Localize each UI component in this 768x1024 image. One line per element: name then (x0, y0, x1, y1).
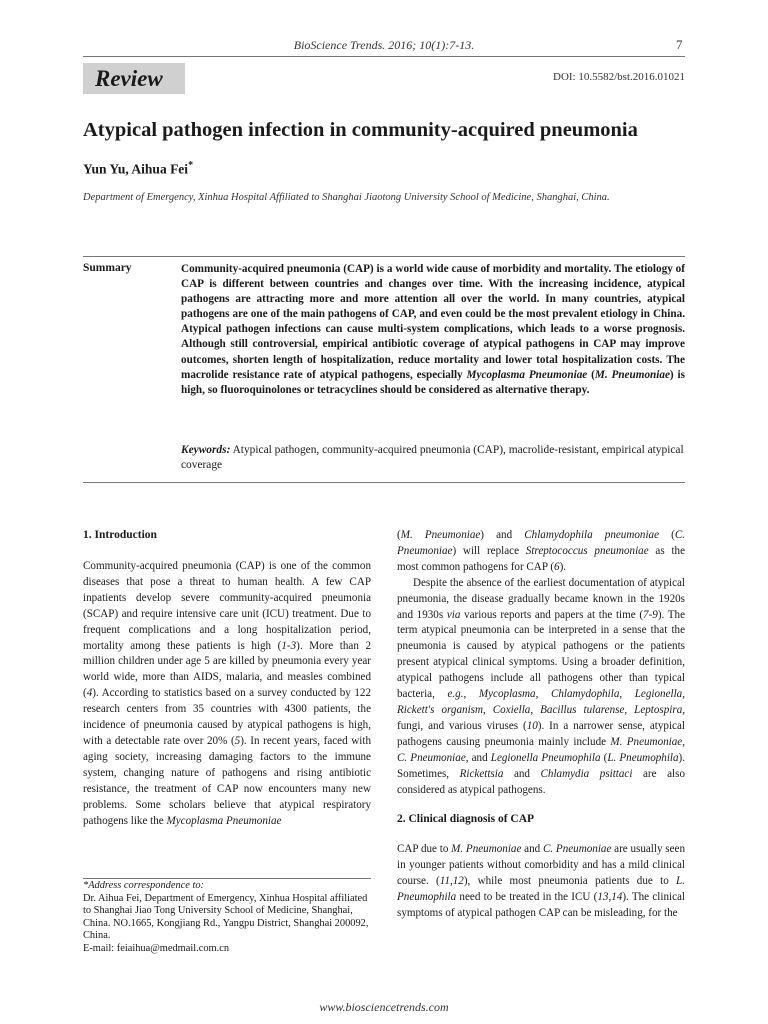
journal-reference: BioScience Trends. 2016; 10(1):7-13. (293, 38, 475, 52)
keywords-label: Keywords: (181, 444, 231, 456)
footnote-rule (83, 878, 371, 879)
footnote-label: *Address correspondence to: (83, 880, 205, 891)
right-column-text (397, 528, 685, 922)
paragraph-clinical-diagnosis: CAP due to M. Pneumoniae and C. Pneumoniae are usually seen in younger patients without comorbidity and has a mild clinical course. (11,12), while most pneumonia patients due to L. Pneumophila need to be treated in the ICU (13,14). The clinical symptoms of atypical pathogen CAP can be misleading, for the (397, 843, 686, 919)
article-title: Atypical pathogen infection in community-acquired pneumonia (83, 119, 638, 141)
footnote-email[interactable]: E-mail: feiaihua@medmail.com.cn (83, 942, 230, 954)
author-mark: * (188, 160, 194, 171)
page-number: 7 (676, 37, 683, 52)
introduction-paragraph: Community-acquired pneumonia (CAP) is one of the common diseases that pose a threat to human health. A few CAP inpatients develop severe community-acquired pneumonia (SCAP) and require intensive care unit (ICU) treatment. Due to frequent complications and a long hospitalization period, mortality among these patients is high (1-3). More than 2 million children under age 5 are killed by pneumonia every year world wide, more than AIDS, malaria, and measles combined (4). According to statistics based on a survey conducted by 122 research centers from 35 countries with 4300 patients, the incidence of pneumonia caused by atypical pathogens is high, with a detectable rate over 20% (5). In recent years, faced with aging society, increasing damaging factors to the immune system, changing nature of pathogens and rising antibiotic resistance, the treatment of CAP now encounters many new problems. Some scholars believe that atypical respiratory pathogens like the Mycoplasma Pneumoniae (83, 560, 372, 827)
section-heading-clinical-diagnosis: 2. Clinical diagnosis of CAP (397, 813, 535, 826)
section-heading-introduction: 1. Introduction (83, 529, 157, 541)
authors: Yun Yu, Aihua Fei (83, 161, 189, 177)
keywords (181, 443, 685, 473)
abstract-top-rule (83, 256, 685, 257)
footnote-address: Dr. Aihua Fei, Department of Emergency, Xinhua Hospital affiliated to Shanghai Jiao Tong University School of Medicine, Shanghai, China. NO.1665, Kongjiang Rd., Yangpu District, Shanghai 200092, China. (83, 892, 369, 942)
keywords-text: Atypical pathogen, community-acquired pneumonia (CAP), macrolide-resistant, empirical atypical coverage (181, 444, 684, 471)
paragraph-continued: (M. Pneumoniae) and Chlamydophila pneumoniae (C. Pneumoniae) will replace Streptococcus pneumoniae as the most common pathogens for CAP (6). (397, 529, 685, 573)
doi[interactable]: DOI: 10.5582/bst.2016.01021 (553, 71, 685, 83)
correspondence-footnote (83, 880, 371, 956)
summary-label: Summary (83, 262, 132, 274)
paragraph-atypical-history: Despite the absence of the earliest documentation of atypical pneumonia, the disease gradually became known in the 1920s and 1930s via various reports and papers at the time (7-9). The term atypical pneumonia can be interpreted in a sense that the pneumonia is caused by atypical pathogens or the patients present atypical clinical symptoms. Using a broader definition, atypical pathogens include all pathogens other than typical bacteria, e.g., Mycoplasma, Chlamydophila, Legionella, Rickett's organism, Coxiella, Bacillus tularense, Leptospira, fungi, and various viruses (10). In a narrower sense, atypical pathogens causing pneumonia mainly include M. Pneumoniae, C. Pneumoniae, and Legionella Pneumophila (L. Pneumophila). Sometimes, Rickettsia and Chlamydia psittaci are also considered as atypical pathogens. (397, 576, 686, 796)
article-type-label: Review (95, 66, 163, 91)
author-list (83, 160, 193, 178)
affiliation: Department of Emergency, Xinhua Hospital Affiliated to Shanghai Jiaotong University School of Medicine, Shanghai, China. (83, 192, 610, 203)
abstract-bottom-rule (83, 482, 685, 483)
journal-website-link[interactable]: www.biosciencetrends.com (319, 1000, 449, 1014)
header-rule (83, 56, 685, 57)
summary-text: Community-acquired pneumonia (CAP) is a world wide cause of morbidity and mortality. The etiology of CAP is different between countries and changes over time. With the increasing incidence, atypical pathogens are attracting more and more attention all over the world. In many countries, atypical pathogens are one of the main pathogens of CAP, and even could be the most prevalent etiology in China. Atypical pathogen infections can cause multi-system complications, which leads to a worse prognosis. Although still controversial, empirical antibiotic coverage of atypical pathogens in CAP may improve outcomes, shorten length of hospitalization, reduce mortality and lower total hospitalization costs. The macrolide resistance rate of atypical pathogens, especially Mycoplasma Pneumoniae (M. Pneumoniae) is high, so fluoroquinolones or tetracyclines should be considered as alternative therapy. (181, 263, 685, 396)
